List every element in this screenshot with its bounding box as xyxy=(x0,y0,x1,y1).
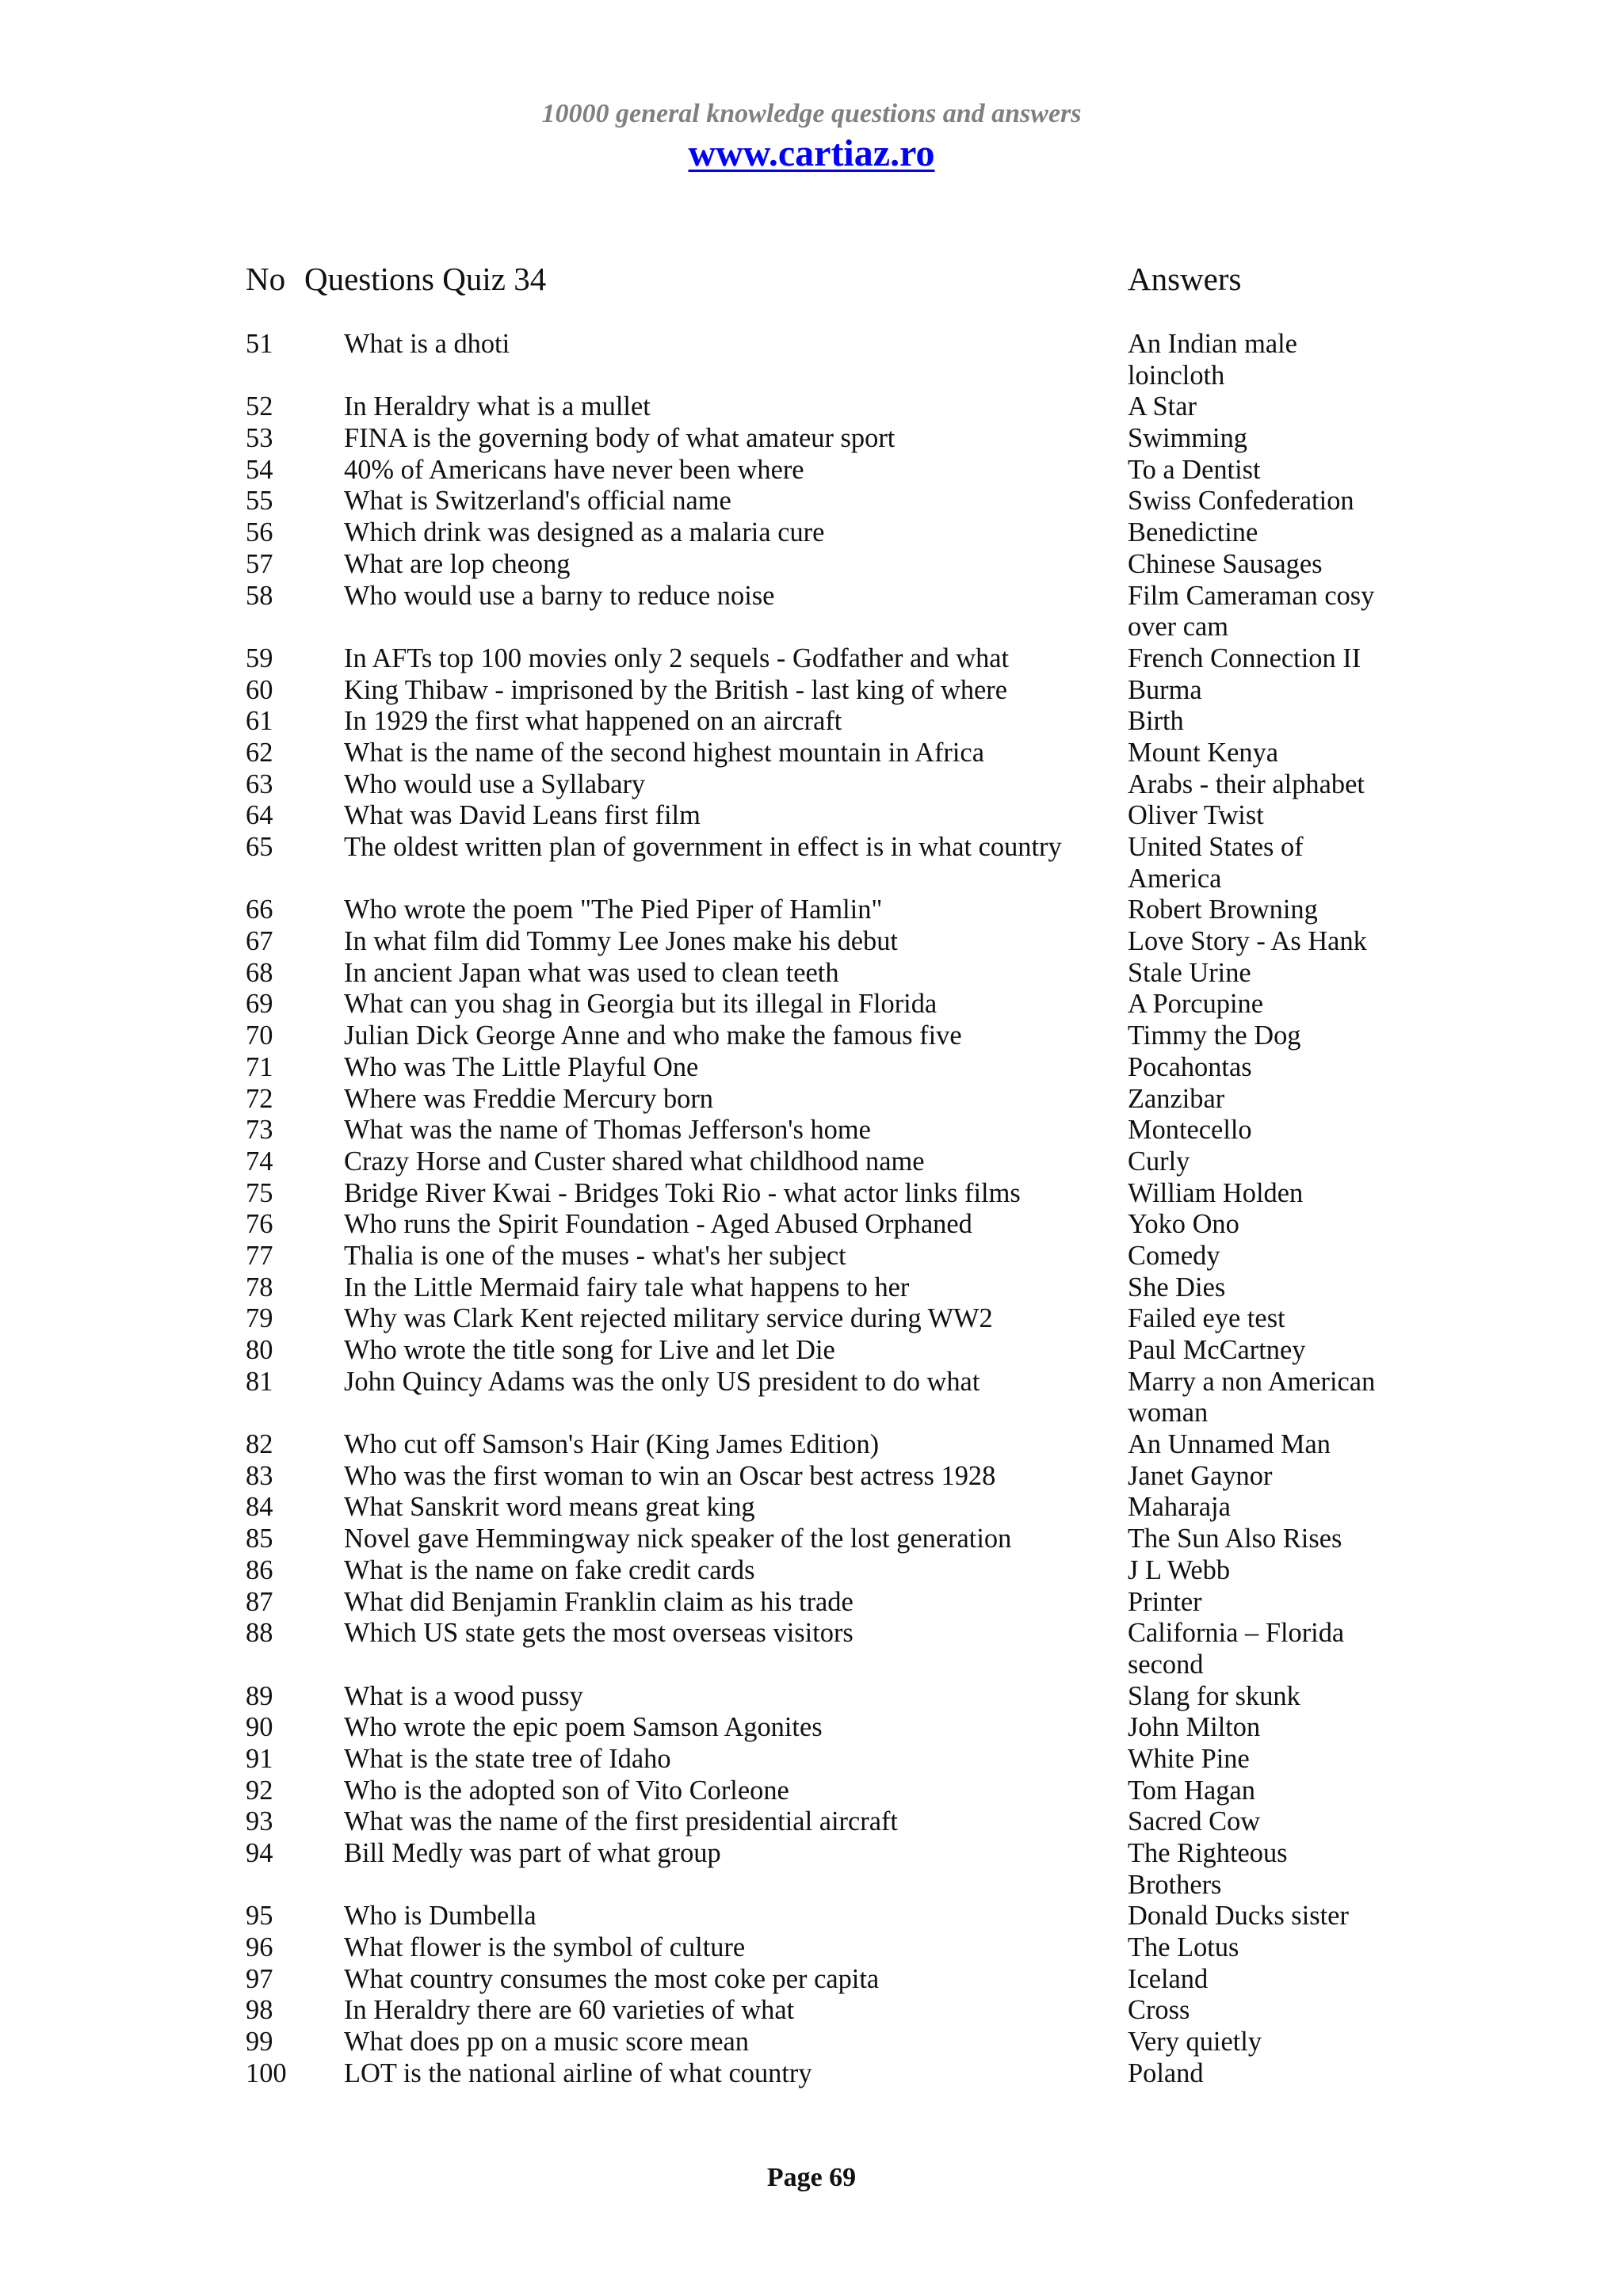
question-text: In the Little Mermaid fairy tale what happens to her xyxy=(344,1272,910,1302)
answer-text: Arabs - their alphabet xyxy=(1128,769,1365,799)
site-link-line xyxy=(0,132,1623,175)
question-number: 63 xyxy=(246,769,273,799)
question-text: What does pp on a music score mean xyxy=(344,2027,749,2058)
question-text: 40% of Americans have never been where xyxy=(344,454,804,485)
question-row xyxy=(246,1303,1380,1335)
question-number: 92 xyxy=(246,1775,273,1806)
answer-text: White Pine xyxy=(1128,1743,1250,1774)
question-number: 79 xyxy=(246,1303,273,1334)
question-number: 97 xyxy=(246,1963,273,1994)
answer-text: Burma xyxy=(1128,674,1202,705)
answer-text: Stale Urine xyxy=(1128,957,1251,988)
question-text: In ancient Japan what was used to clean teeth xyxy=(344,957,839,988)
question-text: What did Benjamin Franklin claim as his trade xyxy=(344,1586,854,1617)
question-number: 51 xyxy=(246,329,273,359)
question-number: 81 xyxy=(246,1366,273,1397)
question-text: Who cut off Samson's Hair (King James Edition) xyxy=(344,1429,880,1460)
question-row xyxy=(246,1838,1380,1901)
answer-text: She Dies xyxy=(1128,1272,1226,1302)
question-row xyxy=(246,1052,1380,1084)
question-text: Where was Freddie Mercury born xyxy=(344,1083,714,1114)
question-text: Bridge River Kwai - Bridges Toki Rio - what actor links films xyxy=(344,1177,1021,1208)
question-row xyxy=(246,675,1380,707)
answer-text: Timmy the Dog xyxy=(1128,1020,1301,1051)
answer-text: Marry a non American woman xyxy=(1128,1366,1376,1428)
question-row xyxy=(246,926,1380,958)
column-header-questions: Questions Quiz 34 xyxy=(304,261,547,297)
answer-text: French Connection II xyxy=(1128,643,1361,673)
question-number: 68 xyxy=(246,957,273,988)
question-number: 53 xyxy=(246,423,273,454)
question-row xyxy=(246,800,1380,832)
page-number: Page 69 xyxy=(766,2163,857,2192)
question-number: 52 xyxy=(246,391,273,422)
question-number: 56 xyxy=(246,517,273,548)
question-number: 59 xyxy=(246,643,273,673)
question-row xyxy=(246,1461,1380,1493)
column-header-no: No xyxy=(246,261,286,297)
question-number: 73 xyxy=(246,1115,273,1146)
site-link[interactable]: www.cartiaz.ro xyxy=(688,132,935,174)
answer-text: Robert Browning xyxy=(1128,894,1318,925)
question-text: The oldest written plan of government in effect is in what country xyxy=(344,832,1062,862)
question-row xyxy=(246,329,1380,391)
question-number: 54 xyxy=(246,454,273,485)
question-row xyxy=(246,1335,1380,1367)
question-row xyxy=(246,769,1380,801)
answer-text: Curly xyxy=(1128,1146,1190,1177)
answer-text: Tom Hagan xyxy=(1128,1775,1255,1806)
question-row xyxy=(246,958,1380,990)
question-row xyxy=(246,486,1380,517)
answer-text: Birth xyxy=(1128,706,1184,737)
answer-text: John Milton xyxy=(1128,1712,1261,1743)
answer-text: Yoko Ono xyxy=(1128,1209,1239,1240)
question-text: Who is the adopted son of Vito Corleone xyxy=(344,1775,789,1806)
answer-text: California – Florida second xyxy=(1128,1618,1345,1680)
question-row xyxy=(246,1618,1380,1680)
answer-text: Zanzibar xyxy=(1128,1083,1225,1114)
question-row xyxy=(246,1020,1380,1052)
question-row xyxy=(246,1146,1380,1178)
table-header xyxy=(0,260,1623,298)
question-text: LOT is the national airline of what country xyxy=(344,2058,812,2088)
question-number: 67 xyxy=(246,926,273,957)
question-row xyxy=(246,1367,1380,1429)
answer-text: Sacred Cow xyxy=(1128,1806,1261,1837)
answer-text: Iceland xyxy=(1128,1963,1209,1994)
question-number: 96 xyxy=(246,1932,273,1963)
question-number: 91 xyxy=(246,1743,273,1774)
answer-text: Paul McCartney xyxy=(1128,1335,1306,1365)
question-row xyxy=(246,738,1380,769)
question-number: 90 xyxy=(246,1712,273,1743)
question-text: What was David Leans first film xyxy=(344,800,701,831)
question-text: What is the state tree of Idaho xyxy=(344,1743,671,1774)
question-text: Who would use a Syllabary xyxy=(344,769,646,799)
answer-text: The Sun Also Rises xyxy=(1128,1524,1342,1554)
question-number: 93 xyxy=(246,1806,273,1837)
question-text: What country consumes the most coke per capita xyxy=(344,1963,880,1994)
question-text: In Heraldry what is a mullet xyxy=(344,391,651,422)
question-row xyxy=(246,1241,1380,1272)
answer-text: Pocahontas xyxy=(1128,1051,1252,1082)
question-text: John Quincy Adams was the only US president to do what xyxy=(344,1366,980,1397)
question-text: What is the name of the second highest mountain in Africa xyxy=(344,737,984,768)
answer-text: The Lotus xyxy=(1128,1932,1239,1963)
question-text: What flower is the symbol of culture xyxy=(344,1932,746,1963)
question-text: What Sanskrit word means great king xyxy=(344,1492,755,1523)
question-number: 95 xyxy=(246,1901,273,1932)
question-text: Who wrote the epic poem Samson Agonites xyxy=(344,1712,823,1743)
question-row xyxy=(246,455,1380,486)
question-number: 83 xyxy=(246,1460,273,1491)
answer-text: Swiss Confederation xyxy=(1128,486,1354,517)
question-text: Who would use a barny to reduce noise xyxy=(344,580,775,611)
question-row xyxy=(246,1932,1380,1964)
question-text: Who was The Little Playful One xyxy=(344,1051,699,1082)
question-number: 75 xyxy=(246,1177,273,1208)
question-row xyxy=(246,1964,1380,1996)
question-row xyxy=(246,832,1380,894)
question-row xyxy=(246,1744,1380,1775)
question-text: In AFTs top 100 movies only 2 sequels - Godfather and what xyxy=(344,643,1010,673)
question-row xyxy=(246,1524,1380,1555)
question-number: 61 xyxy=(246,706,273,737)
question-number: 74 xyxy=(246,1146,273,1177)
question-text: Who runs the Spirit Foundation - Aged Abused Orphaned xyxy=(344,1209,972,1240)
answer-text: William Holden xyxy=(1128,1177,1304,1208)
question-text: In Heraldry there are 60 varieties of what xyxy=(344,1995,795,2026)
question-row xyxy=(246,391,1380,423)
question-row xyxy=(246,1209,1380,1241)
question-row xyxy=(246,1587,1380,1619)
question-number: 71 xyxy=(246,1051,273,1082)
answer-text: Failed eye test xyxy=(1128,1303,1285,1334)
question-row xyxy=(246,989,1380,1020)
question-row xyxy=(246,581,1380,643)
answer-text: Film Cameraman cosy over cam xyxy=(1128,580,1375,643)
answer-text: Montecello xyxy=(1128,1115,1252,1146)
question-text: What is a wood pussy xyxy=(344,1680,583,1711)
answer-text: Mount Kenya xyxy=(1128,737,1279,768)
question-row xyxy=(246,1272,1380,1304)
question-text: What was the name of Thomas Jefferson's home xyxy=(344,1115,871,1146)
question-number: 82 xyxy=(246,1429,273,1460)
question-text: In 1929 the first what happened on an aircraft xyxy=(344,706,842,737)
question-number: 65 xyxy=(246,832,273,862)
answer-text: An Unnamed Man xyxy=(1128,1429,1331,1460)
question-table xyxy=(246,329,1380,2090)
question-number: 58 xyxy=(246,580,273,611)
question-row xyxy=(246,1681,1380,1713)
question-row xyxy=(246,1115,1380,1146)
question-row xyxy=(246,1492,1380,1524)
question-row xyxy=(246,706,1380,738)
answer-text: Oliver Twist xyxy=(1128,800,1264,831)
question-row xyxy=(246,1178,1380,1210)
answer-text: Love Story - As Hank xyxy=(1128,926,1367,957)
question-number: 85 xyxy=(246,1524,273,1554)
question-number: 80 xyxy=(246,1335,273,1365)
question-row xyxy=(246,1555,1380,1587)
answer-text: Janet Gaynor xyxy=(1128,1460,1273,1491)
question-row xyxy=(246,1084,1380,1116)
answer-text: A Porcupine xyxy=(1128,989,1263,1020)
question-number: 88 xyxy=(246,1618,273,1649)
question-text: Who was the first woman to win an Oscar best actress 1928 xyxy=(344,1460,996,1491)
question-number: 86 xyxy=(246,1554,273,1585)
question-text: What is the name on fake credit cards xyxy=(344,1554,755,1585)
question-number: 69 xyxy=(246,989,273,1020)
answer-text: J L Webb xyxy=(1128,1554,1231,1585)
answer-text: Very quietly xyxy=(1128,2027,1262,2058)
answer-text: Donald Ducks sister xyxy=(1128,1901,1349,1932)
question-number: 76 xyxy=(246,1209,273,1240)
question-number: 77 xyxy=(246,1240,273,1271)
answer-text: United States of America xyxy=(1128,832,1304,894)
column-header-answers: Answers xyxy=(1128,261,1242,297)
answer-text: Chinese Sausages xyxy=(1128,548,1323,579)
question-number: 72 xyxy=(246,1083,273,1114)
answer-text: A Star xyxy=(1128,391,1197,422)
question-text: Who wrote the title song for Live and let Die xyxy=(344,1335,835,1365)
question-number: 98 xyxy=(246,1995,273,2026)
question-row xyxy=(246,1995,1380,2027)
question-text: Which US state gets the most overseas visitors xyxy=(344,1618,854,1649)
answer-text: Slang for skunk xyxy=(1128,1680,1300,1711)
question-row xyxy=(246,894,1380,926)
question-row xyxy=(246,643,1380,675)
question-number: 87 xyxy=(246,1586,273,1617)
question-number: 60 xyxy=(246,674,273,705)
question-number: 94 xyxy=(246,1838,273,1868)
question-text: What was the name of the first presidential aircraft xyxy=(344,1806,898,1837)
question-row xyxy=(246,1775,1380,1807)
question-row xyxy=(246,1901,1380,1932)
question-text: Who is Dumbella xyxy=(344,1901,537,1932)
question-text: Who wrote the poem "The Pied Piper of Hamlin" xyxy=(344,894,883,925)
question-text: Why was Clark Kent rejected military service during WW2 xyxy=(344,1303,993,1334)
question-text: King Thibaw - imprisoned by the British - last king of where xyxy=(344,674,1008,705)
question-row xyxy=(246,1806,1380,1838)
answer-text: Maharaja xyxy=(1128,1492,1231,1523)
question-number: 70 xyxy=(246,1020,273,1051)
question-text: What are lop cheong xyxy=(344,548,571,579)
question-number: 57 xyxy=(246,548,273,579)
answer-text: Printer xyxy=(1128,1586,1202,1617)
question-text: Which drink was designed as a malaria cure xyxy=(344,517,825,548)
question-number: 55 xyxy=(246,486,273,517)
answer-text: Swimming xyxy=(1128,423,1247,454)
question-text: What is a dhoti xyxy=(344,329,510,359)
question-text: Bill Medly was part of what group xyxy=(344,1838,721,1868)
question-row xyxy=(246,517,1380,549)
question-row xyxy=(246,549,1380,581)
question-text: What can you shag in Georgia but its illegal in Florida xyxy=(344,989,938,1020)
answer-text: To a Dentist xyxy=(1128,454,1261,485)
question-number: 64 xyxy=(246,800,273,831)
question-text: Thalia is one of the muses - what's her subject xyxy=(344,1240,846,1271)
question-number: 66 xyxy=(246,894,273,925)
answer-text: An Indian male loincloth xyxy=(1128,329,1297,391)
question-row xyxy=(246,2027,1380,2058)
answer-text: Benedictine xyxy=(1128,517,1258,548)
question-text: Julian Dick George Anne and who make the famous five xyxy=(344,1020,962,1051)
question-text: In what film did Tommy Lee Jones make his debut xyxy=(344,926,898,957)
question-text: FINA is the governing body of what amateur sport xyxy=(344,423,896,454)
question-row xyxy=(246,423,1380,455)
question-number: 100 xyxy=(246,2058,287,2088)
question-row xyxy=(246,1429,1380,1461)
document-title: 10000 general knowledge questions and answers xyxy=(541,99,1082,128)
question-number: 84 xyxy=(246,1492,273,1523)
answer-text: Poland xyxy=(1128,2058,1204,2088)
question-number: 99 xyxy=(246,2027,273,2058)
question-number: 78 xyxy=(246,1272,273,1302)
question-text: Novel gave Hemmingway nick speaker of the lost generation xyxy=(344,1524,1012,1554)
question-row xyxy=(246,1712,1380,1744)
answer-text: Comedy xyxy=(1128,1240,1220,1271)
answer-text: Cross xyxy=(1128,1995,1190,2026)
question-text: Crazy Horse and Custer shared what childhood name xyxy=(344,1146,925,1177)
question-number: 89 xyxy=(246,1680,273,1711)
question-row xyxy=(246,2058,1380,2090)
question-number: 62 xyxy=(246,737,273,768)
question-text: What is Switzerland's official name xyxy=(344,486,731,517)
answer-text: The Righteous Brothers xyxy=(1128,1838,1288,1900)
